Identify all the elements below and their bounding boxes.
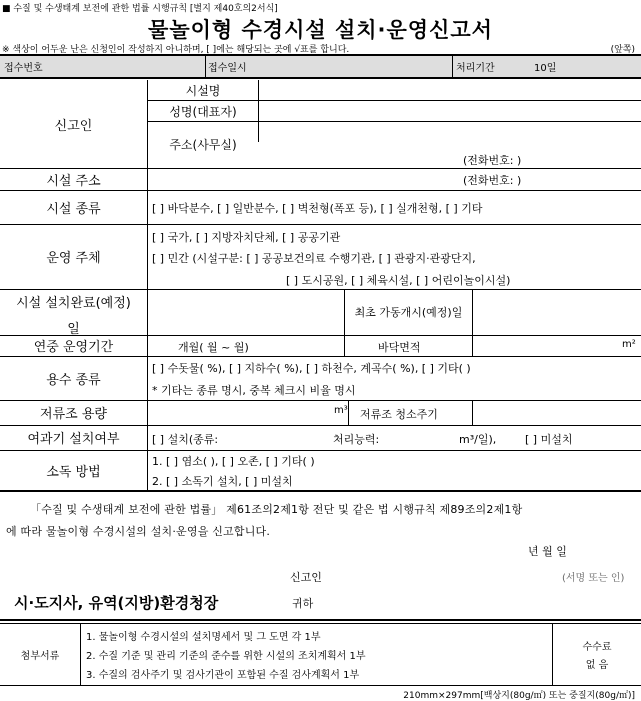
form-note: ※ 색상이 어두운 난은 신청인이 작성하지 아니하며, [ ]에는 해당되는 곳에 √표를 합니다. — [2, 45, 350, 55]
receipt-number-label: 접수번호 — [4, 63, 43, 74]
filter-label: 여과기 설치여부 — [27, 432, 120, 447]
first-operation-label: 최초 가동개시(예정)일 — [354, 306, 463, 319]
receipt-date-label: 접수일시 — [208, 63, 247, 74]
facility-type-label: 시설 종류 — [46, 201, 101, 217]
completion-date-label-suffix: 일 — [67, 322, 80, 337]
processing-period-label: 처리기간 — [456, 63, 495, 74]
addressee-honorific: 귀하 — [292, 597, 314, 610]
fee-value: 없 음 — [585, 660, 609, 671]
addressee: 시·도지사, 유역(지방)환경청장 — [14, 594, 219, 612]
disinfection-line-2: 2. [ ] 소독기 설치, [ ] 미설치 — [152, 475, 293, 488]
signature-placeholder: (서명 또는 인) — [562, 573, 625, 584]
attachments-label: 첨부서류 — [20, 650, 60, 662]
attachment-item-3: 3. 수질의 검사주기 및 검사기관이 포함된 수질 검사계획서 1부 — [86, 670, 360, 681]
operator-line-1: [ ] 국가, [ ] 지방자치단체, [ ] 공공기관 — [152, 231, 341, 244]
disinfection-line-1: 1. [ ] 염소( ), [ ] 오존, [ ] 기타( ) — [152, 455, 315, 468]
declarant-label: 신고인 — [290, 571, 322, 584]
reservoir-capacity-label: 저류조 용량 — [40, 407, 107, 422]
office-address-label: 주소(사무실) — [169, 137, 237, 152]
water-source-options: [ ] 수돗물( %), [ ] 지하수( %), [ ] 하천수, 계곡수( %), [ ] 기타( ) — [152, 362, 471, 375]
floor-area-label: 바닥면적 — [378, 341, 421, 354]
facility-address-phone: (전화번호: ) — [463, 174, 522, 187]
processing-period-value: 10일 — [534, 63, 557, 74]
operator-line-2: [ ] 민간 (시설구분: [ ] 공공보건의료 수행기관, [ ] 관광지·관광단지, — [152, 252, 476, 265]
operator-line-3: [ ] 도시공원, [ ] 체육시설, [ ] 어린이놀이시설) — [286, 274, 511, 287]
facility-name-label: 시설명 — [185, 83, 221, 98]
paper-spec: 210mm×297mm[백상지(80g/㎡) 또는 중질지(80g/㎡)] — [403, 691, 635, 701]
applicant-label: 신고인 — [54, 118, 93, 134]
filter-capacity: 처리능력: — [333, 433, 380, 446]
facility-address-label: 시설 주소 — [46, 173, 101, 189]
filter-installed: [ ] 설치(종류: — [152, 433, 219, 446]
filter-capacity-unit: m³/일), — [459, 433, 497, 446]
disinfection-label: 소독 방법 — [46, 464, 101, 480]
reservoir-unit: m³ — [334, 405, 348, 416]
attachment-item-2: 2. 수질 기준 및 관리 기준의 준수를 위한 시설의 조치계획서 1부 — [86, 651, 366, 662]
reservoir-cleaning-label: 저류조 청소주기 — [360, 408, 438, 421]
attachment-item-1: 1. 물놀이형 수경시설의 설치명세서 및 그 도면 각 1부 — [86, 632, 321, 643]
completion-date-label: 시설 설치완료(예정) — [16, 296, 131, 311]
water-source-note: * 기타는 종류 명시, 중복 체크시 비율 명시 — [152, 384, 356, 397]
declaration-line-2: 에 따라 물놀이형 수경시설의 설치·운영을 신고합니다. — [6, 525, 271, 538]
form-title: 물놀이형 수경시설 설치·운영신고서 — [148, 18, 493, 42]
floor-area-unit: m² — [622, 339, 636, 350]
facility-type-options: [ ] 바닥분수, [ ] 일반분수, [ ] 벽천형(폭포 등), [ ] 실개천형, [ ] 기타 — [152, 202, 483, 215]
representative-name-label: 성명(대표자) — [169, 104, 237, 119]
declaration-line-1: 「수질 및 수생태계 보전에 관한 법률」 제61조의2제1항 전단 및 같은 법 시행규칙 제89조의2제1항 — [30, 503, 523, 516]
declaration-date: 년 월 일 — [528, 545, 567, 558]
operation-period-value: 개월( 월 ~ 월) — [178, 341, 249, 354]
page-side: (앞쪽) — [610, 45, 635, 55]
operation-period-label: 연중 운영기간 — [33, 340, 114, 355]
operator-label: 운영 주체 — [46, 251, 101, 266]
fee-label: 수수료 — [582, 642, 612, 653]
legal-basis: ■ 수질 및 수생태계 보전에 관한 법률 시행규칙 [별지 제40호의2서식] — [2, 4, 278, 14]
applicant-phone: (전화번호: ) — [463, 154, 522, 167]
water-source-label: 용수 종류 — [46, 372, 101, 388]
filter-not-installed: [ ] 미설치 — [525, 433, 573, 446]
